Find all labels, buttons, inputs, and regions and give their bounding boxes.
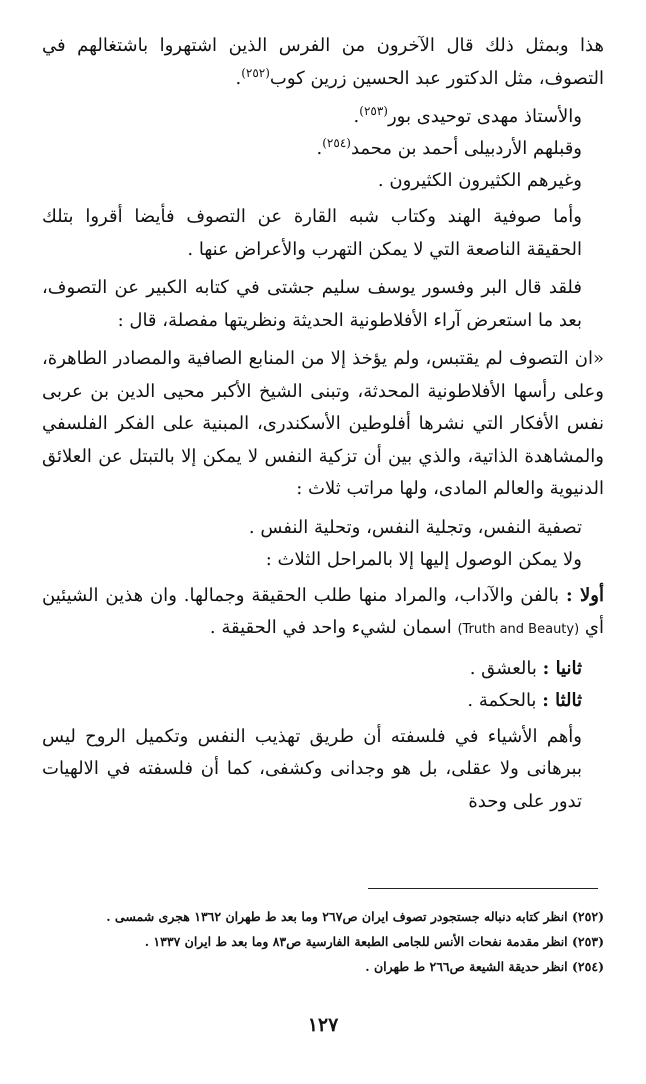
line-8: [42, 685, 604, 717]
footnote-254: (٢٥٤) انظر حديقة الشيعة ص٢٦٦ ط طهران .: [365, 959, 604, 974]
paragraph-4-quote: «ان التصوف لم يقتبس، ولم يؤخذ إلا من المنابع الصافية والمصادر الطاهرة، وعلى رأسها الأفلاطونية المحدثة، وتبنى الشيخ الأكبر محيى الدين بن عربى نفس الأفكار التي نشرها أفلوطين الأسكندرى، المبنية على الفكر الفلسفي والمشاهدة الذاتية، والذي بين أن تزكية النفس لا يمكن إلا بالتبتل عن العلائق الدنيوية والعالم المادى، ولها مراتب ثلاث :: [42, 348, 604, 499]
line-8-text: بالحكمة .: [467, 689, 537, 711]
paragraph-5-english: (Truth and Beauty): [457, 622, 580, 637]
footnote-ref-252[interactable]: (٢٥٢): [241, 65, 270, 80]
footnote-ref-253[interactable]: (٢٥٣): [359, 104, 388, 118]
line-8-label: ثالثا :: [542, 689, 582, 711]
footnote-ref-254[interactable]: (٢٥٤): [322, 136, 351, 150]
paragraph-1: [42, 30, 604, 95]
paragraph-5: [42, 580, 604, 647]
footnotes: [42, 904, 604, 979]
paragraph-5-text-b: اسمان لشيء واحد في الحقيقة .: [209, 617, 452, 638]
line-2: [42, 101, 604, 133]
line-3: [42, 133, 604, 165]
paragraph-3: فلقد قال البر وفسور يوسف سليم جشتى في كتابه الكبير عن التصوف، بعد ما استعرض آراء الأفلاطونية الحديثة ونظريتها مفصلة، قال :: [42, 277, 582, 331]
paragraph-1-end: .: [235, 67, 242, 89]
line-5: تصفية النفس، وتجلية النفس، وتحلية النفس .: [248, 516, 582, 538]
line-2-text: والأستاذ مهدى توحيدى بور: [387, 106, 582, 127]
line-7: [42, 653, 604, 685]
footnote-252: (٢٥٢) انظر كتابه دنباله جستجودر تصوف ايران ص٢٦٧ وما بعد ط طهران ١٣٦٢ هجرى شمسى .: [106, 909, 604, 924]
paragraph-5-label: أولا :: [565, 584, 604, 606]
page-number: ١٢٧: [307, 1014, 339, 1036]
line-3-text: وقبلهم الأردبيلى أحمد بن محمد: [350, 138, 582, 159]
line-7-text: بالعشق .: [469, 657, 537, 679]
line-3-end: .: [316, 138, 323, 159]
paragraph-5-text-a: بالفن والآداب، والمراد منها طلب الحقيقة وجمالها. وان هذين الشيئين أي: [42, 584, 604, 638]
line-6: ولا يمكن الوصول إليها إلا بالمراحل الثلاث :: [265, 548, 582, 570]
footnote-divider: [368, 888, 598, 889]
paragraph-2: وأما صوفية الهند وكتاب شبه القارة عن التصوف فأيضا أقروا بتلك الحقيقة الناصعة التي لا يمكن التهرب والأعراض عنها .: [42, 206, 582, 260]
line-7-label: ثانيا :: [542, 657, 582, 679]
paragraph-1-text: هذا وبمثل ذلك قال الآخرون من الفرس الذين اشتهروا باشتغالهم في التصوف، مثل الدكتور عبد الحسين زرين كوب: [42, 35, 604, 89]
line-4: وغيرهم الكثيرون الكثيرون .: [377, 170, 582, 191]
line-2-end: .: [353, 106, 360, 127]
footnote-253: (٢٥٣) انظر مقدمة نفحات الأنس للجامى الطبعة الفارسية ص٨٣ وما بعد ط ايران ١٣٣٧ .: [144, 934, 604, 949]
paragraph-6: وأهم الأشياء في فلسفته أن طريق تهذيب النفس وتكميل الروح ليس ببرهانى ولا عقلى، بل هو وجدانى وكشفى، كما أن فلسفته في الالهيات تدور على وحدة: [42, 725, 582, 812]
